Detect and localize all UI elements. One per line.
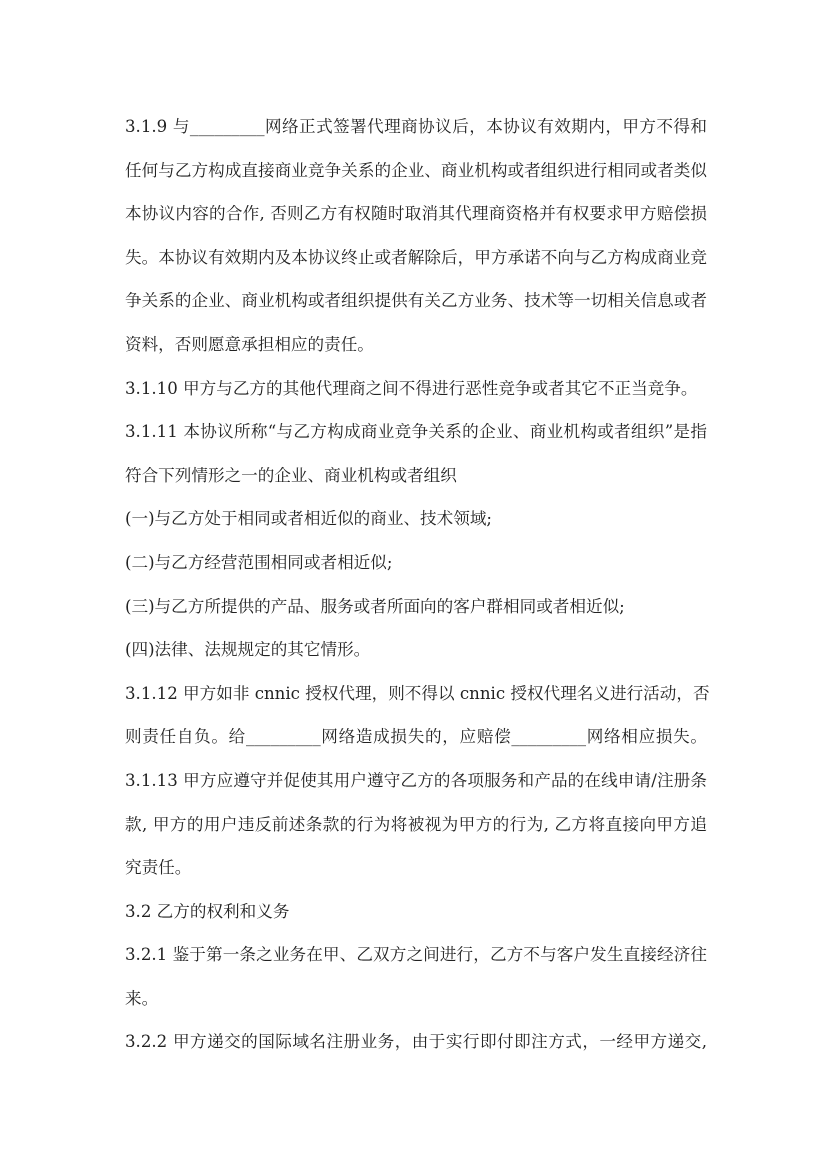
- text-line: 来。: [125, 988, 159, 1008]
- text-line: 争关系的企业、商业机构或者组织提供有关乙方业务、技术等一切相关信息或者: [125, 291, 707, 311]
- paragraph-item-1: [125, 497, 707, 541]
- text-line: 究责任。: [125, 858, 192, 878]
- text-line: 本协议内容的合作, 否则乙方有权随时取消其代理商资格并有权要求甲方赔偿损: [125, 204, 707, 224]
- text-line: 3.1.12 甲方如非 cnnic 授权代理，则不得以 cnnic 授权代理名义进行活动，否: [125, 683, 710, 703]
- paragraph-item-4: [125, 628, 707, 672]
- document-page: [125, 105, 710, 1064]
- text-line: 失。本协议有效期内及本协议终止或者解除后，甲方承诺不向与乙方构成商业竞: [125, 247, 707, 267]
- paragraph-3-1-10: [125, 367, 707, 411]
- text-line: 3.1.13 甲方应遵守并促使其用户遵守乙方的各项服务和产品的在线申请/注册条: [125, 770, 707, 790]
- paragraph-3-2-2: [125, 1020, 707, 1064]
- text-line: 3.2.2 甲方递交的国际域名注册业务，由于实行即付即注方式，一经甲方递交,: [125, 1032, 707, 1052]
- paragraph-3-1-11: [125, 410, 707, 497]
- text-line: 3.2 乙方的权利和义务: [125, 901, 290, 921]
- text-line: 则责任自负。给_________网络造成损失的，应赔偿_________网络相应损失。: [125, 727, 707, 747]
- text-line: 3.1.10 甲方与乙方的其他代理商之间不得进行恶性竞争或者其它不正当竞争。: [125, 378, 698, 398]
- paragraph-3-2: [125, 890, 707, 934]
- text-line: 任何与乙方构成直接商业竞争关系的企业、商业机构或者组织进行相同或者类似: [125, 160, 707, 180]
- paragraph-3-1-13: [125, 759, 707, 890]
- text-line: 3.1.9 与_________网络正式签署代理商协议后，本协议有效期内，甲方不得和: [125, 117, 707, 136]
- text-line: 款, 甲方的用户违反前述条款的行为将被视为甲方的行为, 乙方将直接向甲方追: [125, 814, 707, 834]
- text-line: 3.1.11 本协议所称“与乙方构成商业竞争关系的企业、商业机构或者组织”是指: [125, 422, 707, 442]
- paragraph-3-1-12: [125, 672, 710, 759]
- text-line: 符合下列情形之一的企业、商业机构或者组织: [125, 465, 457, 485]
- paragraph-item-3: [125, 585, 707, 629]
- paragraph-3-2-1: [125, 933, 707, 1020]
- text-line: 3.2.1 鉴于第一条之业务在甲、乙双方之间进行，乙方不与客户发生直接经济往: [125, 945, 707, 965]
- text-line: 资料，否则愿意承担相应的责任。: [125, 334, 374, 354]
- text-line: (三)与乙方所提供的产品、服务或者所面向的客户群相同或者相近似;: [125, 596, 625, 616]
- paragraph-item-2: [125, 541, 707, 585]
- text-line: (四)法律、法规规定的其它情形。: [125, 640, 371, 660]
- text-line: (一)与乙方处于相同或者相近似的商业、技术领域;: [125, 509, 493, 529]
- text-line: (二)与乙方经营范围相同或者相近似;: [125, 552, 393, 572]
- paragraph-3-1-9: [125, 105, 707, 367]
